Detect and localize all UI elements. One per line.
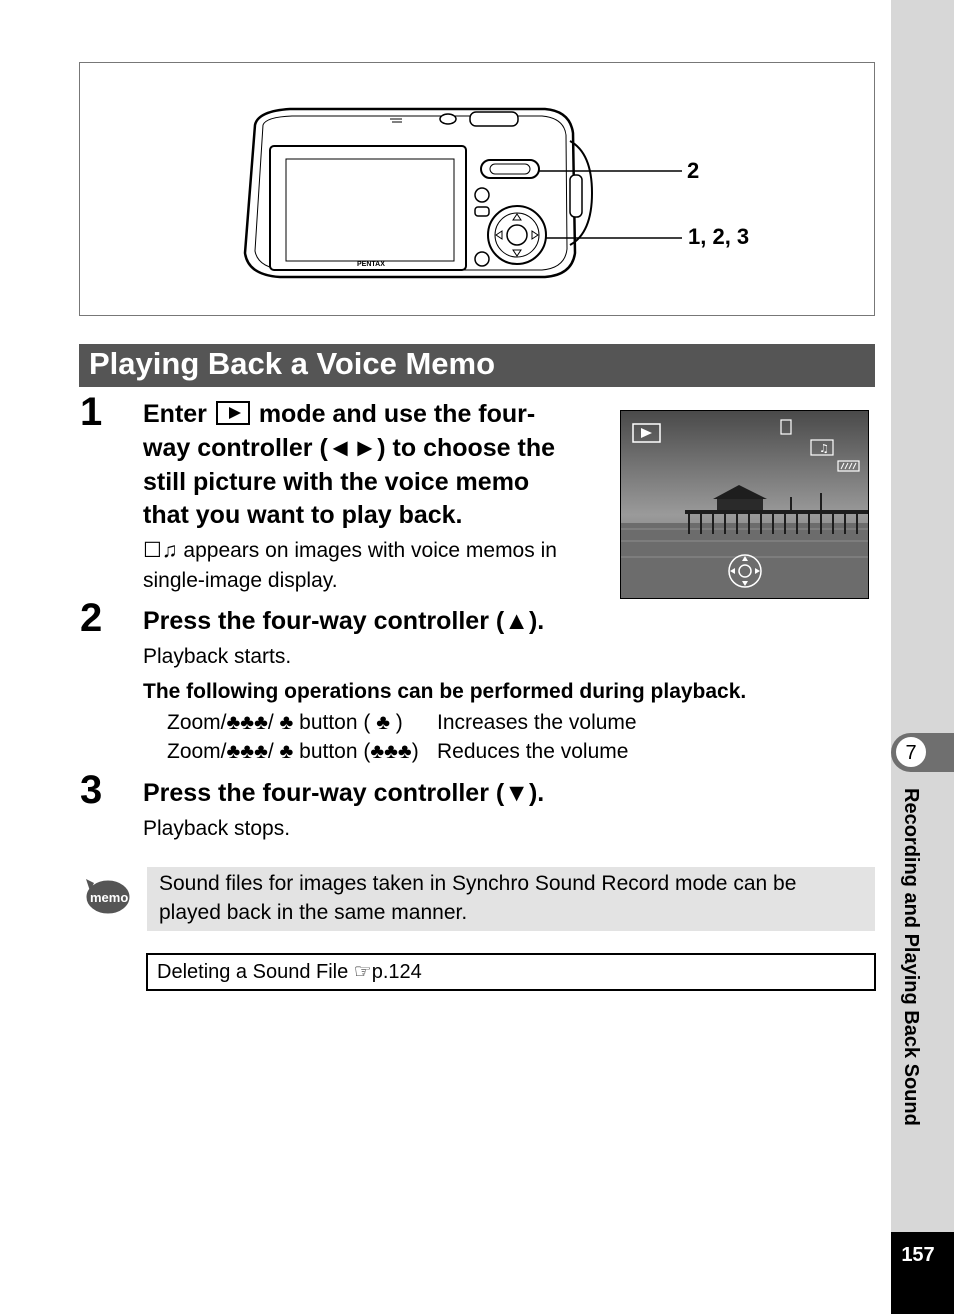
operation-row-2-effect: Reduces the volume (437, 740, 629, 763)
step-3-number: 3 (80, 768, 103, 812)
playback-screen-photo (620, 410, 869, 599)
step-1-number: 1 (80, 390, 103, 434)
step-1-title-line-2: way controller (◄►) to choose the (143, 434, 556, 462)
step-1-note-line-1: ☐♫ appears on images with voice memos in (143, 539, 557, 562)
memo-icon (80, 873, 132, 917)
step-2-number: 2 (80, 596, 103, 640)
camera-brand-label: PENTAX (357, 261, 385, 268)
memo-box (147, 867, 875, 931)
step-1-title-mode: mode and use the four- (258, 400, 536, 428)
camera-back-illustration (80, 63, 876, 317)
callout-four-way-controller: 1, 2, 3 (688, 224, 750, 249)
callout-zoom-button: 2 (687, 158, 700, 183)
step-1-title-line-1 (143, 397, 535, 431)
memo-badge-text: memo (90, 890, 129, 905)
chapter-title: Recording and Playing Back Sound (900, 788, 922, 1126)
page-number: 157 (901, 1244, 935, 1266)
reference-link[interactable]: Deleting a Sound File ☞p.124 (157, 961, 422, 983)
step-1-note-line-2: single-image display. (143, 569, 338, 592)
step-2-title: Press the four-way controller (▲). (143, 607, 545, 635)
operation-row-1-control: Zoom/♣♣♣/ ♣ button ( ♣ ) (167, 711, 403, 734)
operations-heading: The following operations can be performed during playback. (143, 680, 747, 703)
memo-text-line-1: Sound files for images taken in Synchro Sound Record mode can be (159, 872, 797, 895)
section-heading: Playing Back a Voice Memo (79, 344, 875, 387)
chapter-number: 7 (896, 737, 926, 767)
memo-text-line-2: played back in the same manner. (159, 901, 468, 924)
camera-figure (79, 62, 875, 316)
pier-scene-image (621, 411, 869, 599)
step-3-note: Playback stops. (143, 817, 291, 840)
reference-box (146, 953, 876, 991)
playback-mode-icon (216, 401, 250, 425)
step-3-title: Press the four-way controller (▼). (143, 779, 545, 807)
step-1-title-line-4: that you want to play back. (143, 501, 463, 529)
step-1-title-line-3: still picture with the voice memo (143, 468, 530, 496)
svg-text:♫: ♫ (819, 442, 829, 455)
step-1-title-enter: Enter (143, 400, 207, 428)
operation-row-2-control: Zoom/♣♣♣/ ♣ button (♣♣♣) (167, 740, 419, 763)
operation-row-1-effect: Increases the volume (437, 711, 637, 734)
step-2-note: Playback starts. (143, 645, 292, 668)
